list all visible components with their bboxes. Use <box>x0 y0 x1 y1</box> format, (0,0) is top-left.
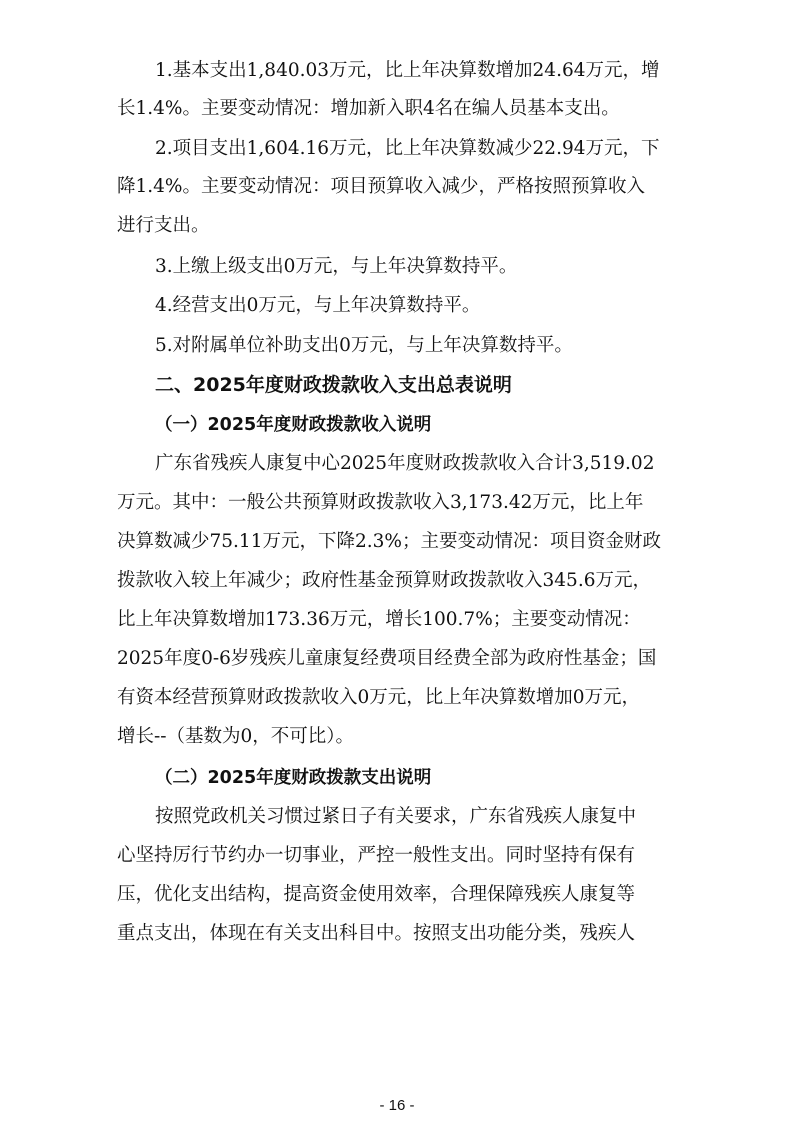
paragraph-line: 5.对附属单位补助支出0万元，与上年决算数持平。 <box>155 335 573 356</box>
subsection-heading: （二）2025年度财政拨款支出说明 <box>155 768 432 788</box>
paragraph-line: 进行支出。 <box>117 215 210 236</box>
paragraph-line: 压，优化支出结构，提高资金使用效率，合理保障残疾人康复等 <box>117 884 636 905</box>
paragraph-line: 广东省残疾人康复中心2025年度财政拨款收入合计3,519.02 <box>155 453 655 474</box>
paragraph-line: 增长--（基数为0，不可比）。 <box>117 726 355 747</box>
paragraph-line: 长1.4%。主要变动情况：增加新入职4名在编人员基本支出。 <box>117 98 620 119</box>
paragraph-line: 4.经营支出0万元，与上年决算数持平。 <box>155 295 481 316</box>
paragraph-line: 重点支出，体现在有关支出科目中。按照支出功能分类，残疾人 <box>117 923 636 944</box>
paragraph-line: 按照党政机关习惯过紧日子有关要求，广东省残疾人康复中 <box>155 806 637 827</box>
paragraph-line: 2.项目支出1,604.16万元，比上年决算数减少22.94万元，下 <box>155 138 660 159</box>
paragraph-line: 决算数减少75.11万元，下降2.3%；主要变动情况：项目资金财政 <box>117 531 661 552</box>
paragraph-line: 比上年决算数增加173.36万元，增长100.7%；主要变动情况： <box>117 609 641 630</box>
paragraph-line: 2025年度0-6岁残疾儿童康复经费项目经费全部为政府性基金；国 <box>117 648 657 669</box>
paragraph-line: 1.基本支出1,840.03万元，比上年决算数增加24.64万元，增 <box>155 60 660 81</box>
page-number: - 16 - <box>379 1097 415 1114</box>
subsection-heading: （一）2025年度财政拨款收入说明 <box>155 415 432 435</box>
paragraph-line: 拨款收入较上年减少；政府性基金预算财政拨款收入345.6万元， <box>117 570 651 591</box>
paragraph-line: 降1.4%。主要变动情况：项目预算收入减少，严格按照预算收入 <box>117 176 646 197</box>
paragraph-line: 3.上缴上级支出0万元，与上年决算数持平。 <box>155 256 518 277</box>
section-heading: 二、2025年度财政拨款收入支出总表说明 <box>155 374 512 396</box>
paragraph-line: 心坚持厉行节约办一切事业，严控一般性支出。同时坚持有保有 <box>117 845 636 866</box>
paragraph-line: 万元。其中：一般公共预算财政拨款收入3,173.42万元，比上年 <box>117 492 644 513</box>
paragraph-line: 有资本经营预算财政拨款收入0万元，比上年决算数增加0万元， <box>117 687 641 708</box>
